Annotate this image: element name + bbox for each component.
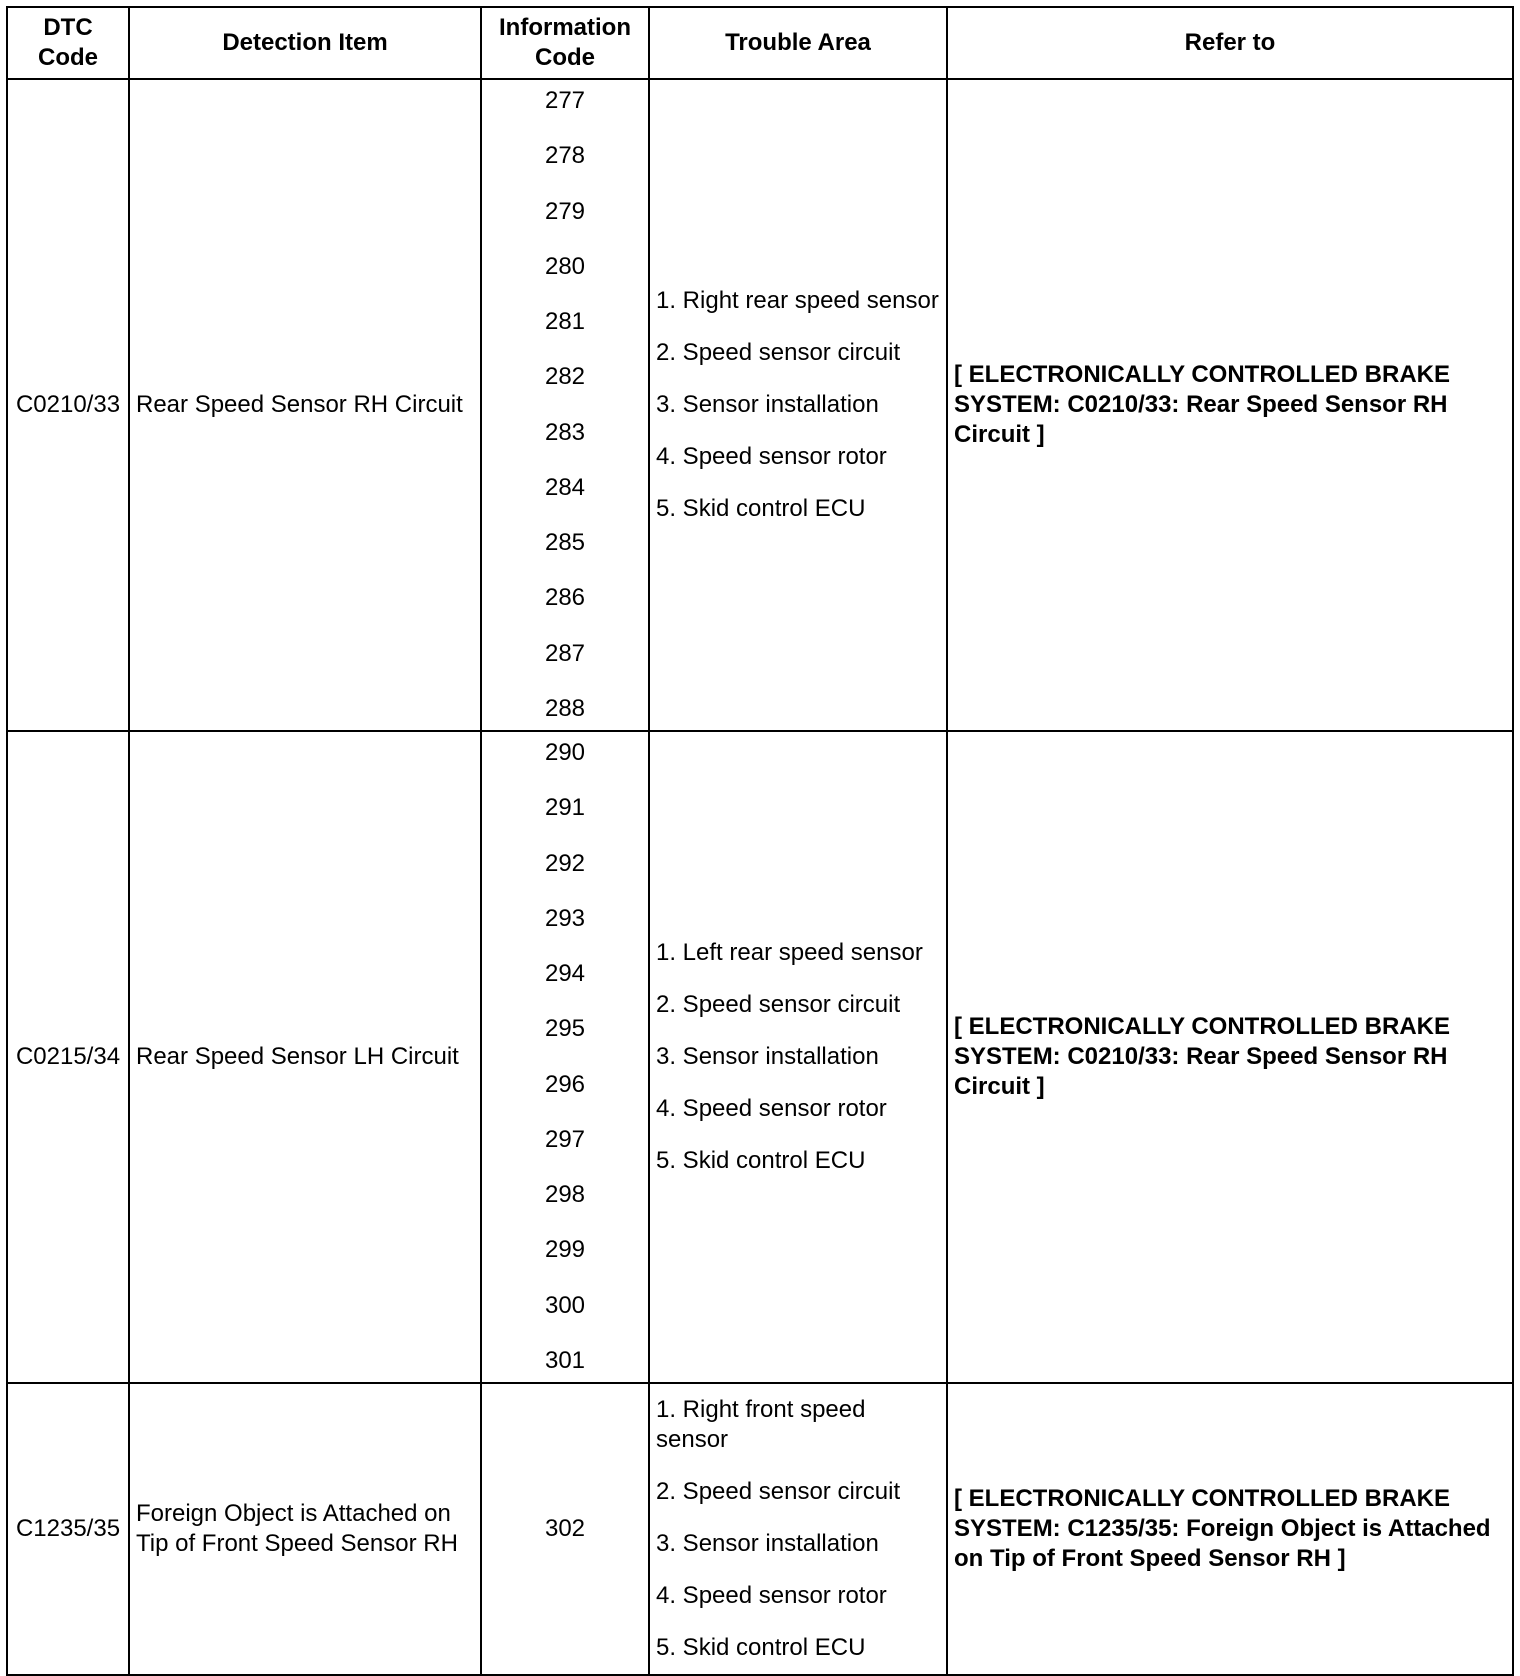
information-code: 284 [544, 473, 586, 501]
trouble-area-cell [649, 1383, 947, 1675]
information-code: 288 [544, 694, 586, 722]
refer-to-link[interactable]: [ ELECTRONICALLY CONTROLLED BRAKE SYSTEM: C1235/35: Foreign Object is Attached on Tip of Front Speed Sensor RH ] [947, 1383, 1513, 1675]
information-code: 292 [544, 849, 586, 877]
trouble-area-item: 1. Left rear speed sensor [656, 939, 923, 966]
trouble-area-cell [649, 79, 947, 731]
header-detection-item: Detection Item [129, 7, 481, 79]
information-code-list [482, 732, 648, 1382]
header-information-code: Information Code [481, 7, 649, 79]
information-code: 295 [544, 1015, 586, 1043]
information-code: 278 [544, 142, 586, 170]
table-row [7, 731, 1513, 1383]
detection-item-cell: Rear Speed Sensor LH Circuit [129, 731, 481, 1383]
information-code: 297 [544, 1125, 586, 1153]
information-code: 282 [544, 363, 586, 391]
table-row [7, 1383, 1513, 1675]
information-code: 283 [544, 418, 586, 446]
information-code-cell [481, 79, 649, 731]
information-code: 301 [544, 1346, 586, 1374]
trouble-area-item: 3. Sensor installation [656, 1530, 879, 1557]
trouble-area-item: 2. Speed sensor circuit [656, 1478, 901, 1505]
detection-item-cell: Foreign Object is Attached on Tip of Front Speed Sensor RH [129, 1383, 481, 1675]
refer-to-link[interactable]: [ ELECTRONICALLY CONTROLLED BRAKE SYSTEM: C0210/33: Rear Speed Sensor RH Circuit ] [947, 731, 1513, 1383]
dtc-table [6, 6, 1514, 1676]
trouble-area-item: 5. Skid control ECU [656, 1634, 866, 1661]
header-refer-to: Refer to [947, 7, 1513, 79]
trouble-area-item: 1. Right rear speed sensor [656, 287, 939, 314]
information-code: 279 [544, 197, 586, 225]
trouble-area-item: 2. Speed sensor circuit [656, 339, 901, 366]
information-code: 300 [544, 1291, 586, 1319]
information-code-cell: 302 [481, 1383, 649, 1675]
information-code-cell [481, 731, 649, 1383]
information-code: 290 [544, 739, 586, 766]
header-row [7, 7, 1513, 79]
information-code: 296 [544, 1070, 586, 1098]
trouble-area-list [650, 1384, 946, 1674]
trouble-area-cell [649, 731, 947, 1383]
information-code: 299 [544, 1236, 586, 1264]
information-code: 287 [544, 639, 586, 667]
trouble-area-item: 5. Skid control ECU [656, 495, 866, 522]
dtc-code-cell: C0215/34 [7, 731, 129, 1383]
information-code: 285 [544, 529, 586, 557]
trouble-area-item: 4. Speed sensor rotor [656, 1582, 887, 1609]
information-code: 294 [544, 960, 586, 988]
trouble-area-item: 4. Speed sensor rotor [656, 443, 887, 470]
header-trouble-area: Trouble Area [649, 7, 947, 79]
trouble-area-item: 1. Right front speed sensor [656, 1396, 866, 1453]
trouble-area-item: 5. Skid control ECU [656, 1147, 866, 1174]
header-dtc-code: DTC Code [7, 7, 129, 79]
trouble-area-item: 3. Sensor installation [656, 1043, 879, 1070]
information-code: 281 [544, 308, 586, 336]
information-code: 298 [544, 1181, 586, 1209]
refer-to-link[interactable]: [ ELECTRONICALLY CONTROLLED BRAKE SYSTEM: C0210/33: Rear Speed Sensor RH Circuit ] [947, 79, 1513, 731]
trouble-area-list [650, 80, 946, 730]
information-code: 291 [544, 794, 586, 822]
information-code: 277 [544, 87, 586, 114]
detection-item-cell: Rear Speed Sensor RH Circuit [129, 79, 481, 731]
trouble-area-item: 3. Sensor installation [656, 391, 879, 418]
information-code: 286 [544, 584, 586, 612]
trouble-area-list [650, 732, 946, 1382]
dtc-code-cell: C0210/33 [7, 79, 129, 731]
trouble-area-item: 2. Speed sensor circuit [656, 991, 901, 1018]
table-row [7, 79, 1513, 731]
information-code: 293 [544, 904, 586, 932]
trouble-area-item: 4. Speed sensor rotor [656, 1095, 887, 1122]
dtc-code-cell: C1235/35 [7, 1383, 129, 1675]
information-code-list [482, 80, 648, 730]
information-code: 280 [544, 252, 586, 280]
